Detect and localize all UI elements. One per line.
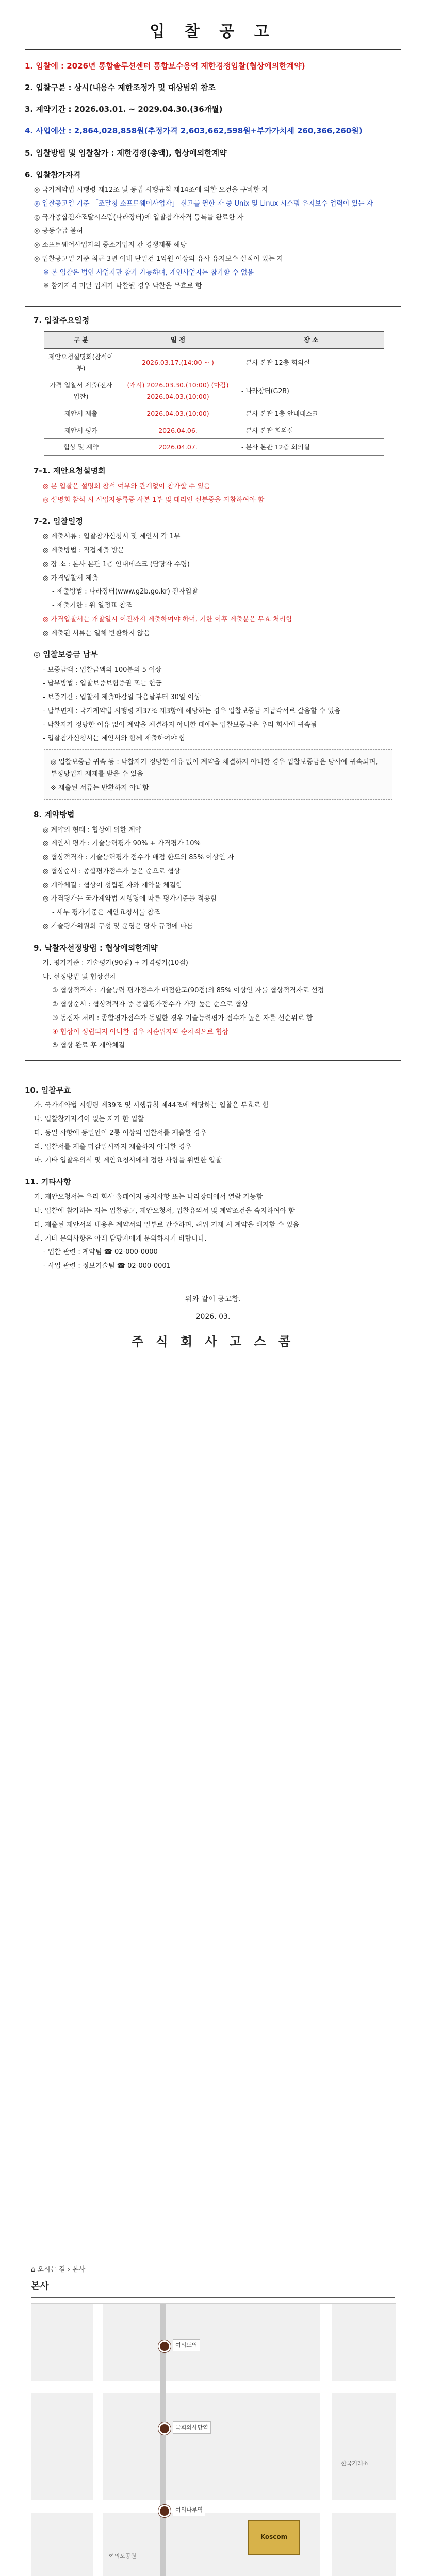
- station-label: 국회의사당역: [173, 2421, 211, 2433]
- section-2: 2. 입찰구분 : 상시(내용수 제한조정가 및 대상범위 참조: [25, 82, 216, 92]
- closing-date: 2026. 03.: [195, 1313, 231, 1321]
- cell: 협상 및 계약: [44, 439, 118, 456]
- location-section: [31, 2264, 395, 2576]
- s73-item: - 낙찰자가 정당한 이유 없이 계약을 체결하지 아니한 때에는 입찰보증금은 우리 회사에 귀속됨: [43, 721, 317, 729]
- cell: 제안요청설명회(참석여부): [44, 349, 118, 377]
- s10-item: 가. 국가계약법 시행령 제39조 및 시행규칙 제44조에 해당하는 입찰은 무효로 함: [34, 1101, 269, 1110]
- s9-item: ③ 동점자 처리 : 종합평가점수가 동일한 경우 기술능력평가 점수가 높은 자를 선순위로 함: [52, 1014, 313, 1022]
- s6-item: ◎ 소프트웨어사업자의 중소기업자 간 경쟁제품 해당: [34, 241, 187, 249]
- s6-item: ◎ 입찰공고일 기준 최근 3년 이내 단일건 1억원 이상의 유사 유지보수 실적이 있는 자: [34, 255, 284, 263]
- cell: 2026.04.03.(10:00): [118, 405, 238, 422]
- cell: - 본사 본관 1층 안내데스크: [238, 405, 384, 422]
- cell: - 나라장터(G2B): [238, 377, 384, 405]
- s11-item: - 입찰 관련 : 계약팀 ☎ 02-000-0000: [43, 1248, 158, 1257]
- s9-item: ④ 협상이 성립되지 아니한 경우 차순위자와 순차적으로 협상: [52, 1028, 228, 1036]
- table-row: [44, 422, 384, 439]
- notice-sheet: [25, 19, 401, 1352]
- title-rule: [25, 49, 401, 50]
- col-header: 일 정: [118, 332, 238, 349]
- s11-item: 나. 입찰에 참가하는 자는 입찰공고, 제안요청서, 입찰유의서 및 계약조건을 숙지하여야 함: [34, 1207, 295, 1215]
- section-1-head: 1. 입찰에 : 2026년 통합솔루션센터 통합보수용역 제한경쟁입찰(협상에의한계약): [25, 61, 305, 71]
- section-11-head: 11. 기타사항: [25, 1177, 71, 1187]
- s8-item: ◎ 계약의 형태 : 협상에 의한 계약: [43, 826, 142, 834]
- s11-item: 라. 기타 문의사항은 아래 담당자에게 문의하시기 바랍니다.: [34, 1234, 207, 1243]
- table-row: [44, 349, 384, 377]
- table-row: [44, 405, 384, 422]
- s72-item: - 제출기한 : 위 일정표 참조: [52, 602, 133, 609]
- section-3: 3. 계약기간 : 2026.03.01. ~ 2029.04.30.(36개월): [25, 105, 223, 114]
- s73-item: - 보증금액 : 입찰금액의 100분의 5 이상: [43, 666, 162, 674]
- cell: - 본사 본관 12층 회의실: [238, 439, 384, 456]
- cell: 제안서 평가: [44, 422, 118, 439]
- map-label: 여의도공원: [109, 2553, 137, 2560]
- cell: 2026.04.06.: [118, 422, 238, 439]
- notice-title: 입 찰 공 고: [150, 23, 276, 41]
- schedule-table: [44, 331, 384, 456]
- s73-item: - 보증기간 : 입찰서 제출마감일 다음날부터 30일 이상: [43, 693, 201, 701]
- map-label: 한국거래소: [341, 2460, 369, 2467]
- s8-item: ◎ 가격평가는 국가계약법 시행령에 따른 평가기준을 적용함: [43, 895, 217, 903]
- s9-item: 가. 평가기준 : 기술평가(90점) + 가격평가(10점): [43, 959, 188, 967]
- s10-item: 다. 동일 사항에 동일인이 2통 이상의 입찰서를 제출한 경우: [34, 1129, 207, 1137]
- note-item: ◎ 입찰보증금 귀속 등 : 낙찰자가 정당한 이유 없이 계약을 체결하지 아니한 경우 입찰보증금은 당사에 귀속되며, 부정당업자 제재를 받을 수 있음: [51, 758, 378, 778]
- breadcrumb: ⌂ 오시는 길 › 본사: [31, 2266, 86, 2274]
- cell: - 본사 본관 회의실: [238, 422, 384, 439]
- s8-item: - 세부 평가기준은 제안요청서를 참조: [52, 909, 160, 917]
- section-4: 4. 사업예산 : 2,864,028,858원(추정가격 2,603,662,598원+부가가치세 260,366,260원): [25, 126, 363, 136]
- s8-item: ◎ 제안서 평가 : 기술능력평가 90% + 가격평가 10%: [43, 840, 201, 848]
- location-map[interactable]: [31, 2303, 396, 2576]
- s6-item: ◎ 공동수급 불허: [34, 227, 83, 235]
- section-10-head: 10. 입찰무효: [25, 1086, 71, 1095]
- s73-item: - 납부면제 : 국가계약법 시행령 제37조 제3항에 해당하는 경우 입찰보증금 지급각서로 갈음할 수 있음: [43, 707, 341, 715]
- note-box: [44, 749, 392, 800]
- cell: 2026.03.17.(14:00 ~ ): [118, 349, 238, 377]
- s8-item: ◎ 계약체결 : 협상이 성립된 자와 계약을 체결함: [43, 881, 183, 889]
- hq-marker[interactable]: Koscom: [248, 2520, 300, 2555]
- section-8-head: 8. 계약방법: [34, 810, 75, 820]
- s11-item: - 사업 관련 : 정보기술팀 ☎ 02-000-0001: [43, 1262, 171, 1270]
- s9-item: ① 협상적격자 : 기술능력 평가점수가 배점한도(90점)의 85% 이상인 자를 협상적격자로 선정: [52, 987, 324, 995]
- col-header: 장 소: [238, 332, 384, 349]
- table-row: [44, 439, 384, 456]
- section-7-head: 7. 입찰주요일정: [34, 316, 90, 325]
- section-71-head: 7-1. 제안요청설명회: [34, 466, 106, 476]
- s11-item: 가. 제안요청서는 우리 회사 홈페이지 공지사항 또는 나라장터에서 열람 가능함: [34, 1193, 263, 1201]
- schedule-box: [25, 306, 401, 1061]
- s72-item: ◎ 가격입찰서 제출: [43, 574, 99, 582]
- s72-item: ◎ 제출서류 : 입찰참가신청서 및 제안서 각 1부: [43, 533, 181, 541]
- s8-item: ◎ 기술평가위원회 구성 및 운영은 당사 규정에 따름: [43, 922, 193, 930]
- s6-note: ※ 본 입찰은 법인 사업자만 참가 가능하며, 개인사업자는 참가할 수 없음: [43, 268, 254, 277]
- s10-item: 라. 입찰서를 제출 마감일시까지 제출하지 아니한 경우: [34, 1143, 192, 1151]
- s72-item: ◎ 장 소 : 본사 본관 1층 안내데스크 (담당자 수령): [43, 560, 190, 568]
- s9-item: ⑤ 협상 완료 후 계약체결: [52, 1042, 125, 1050]
- s8-item: ◎ 협상순서 : 종합평가점수가 높은 순으로 협상: [43, 867, 181, 875]
- station-label: 여의나루역: [173, 2504, 205, 2516]
- s71-item: ◎ 설명회 참석 시 사업자등록증 사본 1부 및 대리인 신분증을 지참하여야 함: [43, 496, 265, 504]
- cell: (개시) 2026.03.30.(10:00) (마감) 2026.04.03.(10:00): [118, 377, 238, 405]
- s6-item: ◎ 입찰공고일 기준 「조달청 소프트웨어사업자」 신고를 필한 자 중 Unix 및 Linux 시스템 유지보수 업력이 있는 자: [34, 199, 373, 208]
- s10-item: 나. 입찰참가자격이 없는 자가 한 입찰: [34, 1115, 144, 1123]
- cell: 제안서 제출: [44, 405, 118, 422]
- station-label: 여의도역: [173, 2339, 200, 2351]
- s6-item: ◎ 국가종합전자조달시스템(나라장터)에 입찰참가자격 등록을 완료한 자: [34, 213, 244, 222]
- s9-item: 나. 선정방법 및 협상절차: [43, 973, 117, 981]
- section-72-head: 7-2. 입찰일정: [34, 517, 83, 526]
- section-9-head: 9. 낙찰자선정방법 : 협상에의한계약: [34, 943, 158, 953]
- s72-item: ◎ 가격입찰서는 개찰일시 이전까지 제출하여야 하며, 기한 이후 제출분은 무효 처리함: [43, 615, 292, 623]
- s9-item: ② 협상순서 : 협상적격자 중 종합평가점수가 가장 높은 순으로 협상: [52, 1001, 248, 1008]
- station-marker: [158, 2422, 171, 2435]
- s73-item: - 납부방법 : 입찰보증보험증권 또는 현금: [43, 680, 162, 688]
- cell: 가격 입찰서 제출(전자입찰): [44, 377, 118, 405]
- company-name: 주 식 회 사 고 스 콤: [131, 1334, 295, 1349]
- note-item: ※ 제출된 서류는 반환하지 아니함: [51, 784, 149, 792]
- s10-item: 마. 기타 입찰유의서 및 제안요청서에서 정한 사항을 위반한 입찰: [34, 1157, 222, 1165]
- cell: 2026.04.07.: [118, 439, 238, 456]
- cell: - 본사 본관 12층 회의실: [238, 349, 384, 377]
- s71-item: ◎ 본 입찰은 설명회 참석 여부와 관계없이 참가할 수 있음: [43, 482, 210, 490]
- s8-item: ◎ 협상적격자 : 기술능력평가 점수가 배점 한도의 85% 이상인 자: [43, 854, 234, 861]
- s72-item: ◎ 제출방법 : 직접제출 방문: [43, 547, 124, 554]
- s72-item: - 제출방법 : 나라장터(www.g2b.go.kr) 전자입찰: [52, 588, 199, 596]
- s73-item: - 입찰참가신청서는 제안서와 함께 제출하여야 함: [43, 735, 186, 743]
- section-6-head: 6. 입찰참가자격: [25, 170, 81, 179]
- station-marker: [158, 2340, 171, 2352]
- s6-item: ◎ 국가계약법 시행령 제12조 및 동법 시행규칙 제14조에 의한 요건을 구비한 자: [34, 186, 269, 194]
- col-header: 구 분: [44, 332, 118, 349]
- section-5: 5. 입찰방법 및 입찰참가 : 제한경쟁(총액), 협상에의한계약: [25, 148, 227, 158]
- location-heading: 본사: [31, 2278, 395, 2299]
- s11-item: 다. 제출된 제안서의 내용은 계약서의 일부로 간주하며, 허위 기재 시 계약을 해지할 수 있음: [34, 1221, 300, 1229]
- s6-note: ※ 참가자격 미달 업체가 낙찰될 경우 낙찰을 무효로 함: [43, 282, 202, 291]
- s72-item: ◎ 제출된 서류는 일체 반환하지 않음: [43, 629, 150, 637]
- section-73-head: ◎ 입찰보증금 납부: [34, 650, 98, 659]
- station-marker: [158, 2505, 171, 2517]
- table-row: [44, 377, 384, 405]
- closing-notice: 위와 같이 공고함.: [185, 1295, 241, 1303]
